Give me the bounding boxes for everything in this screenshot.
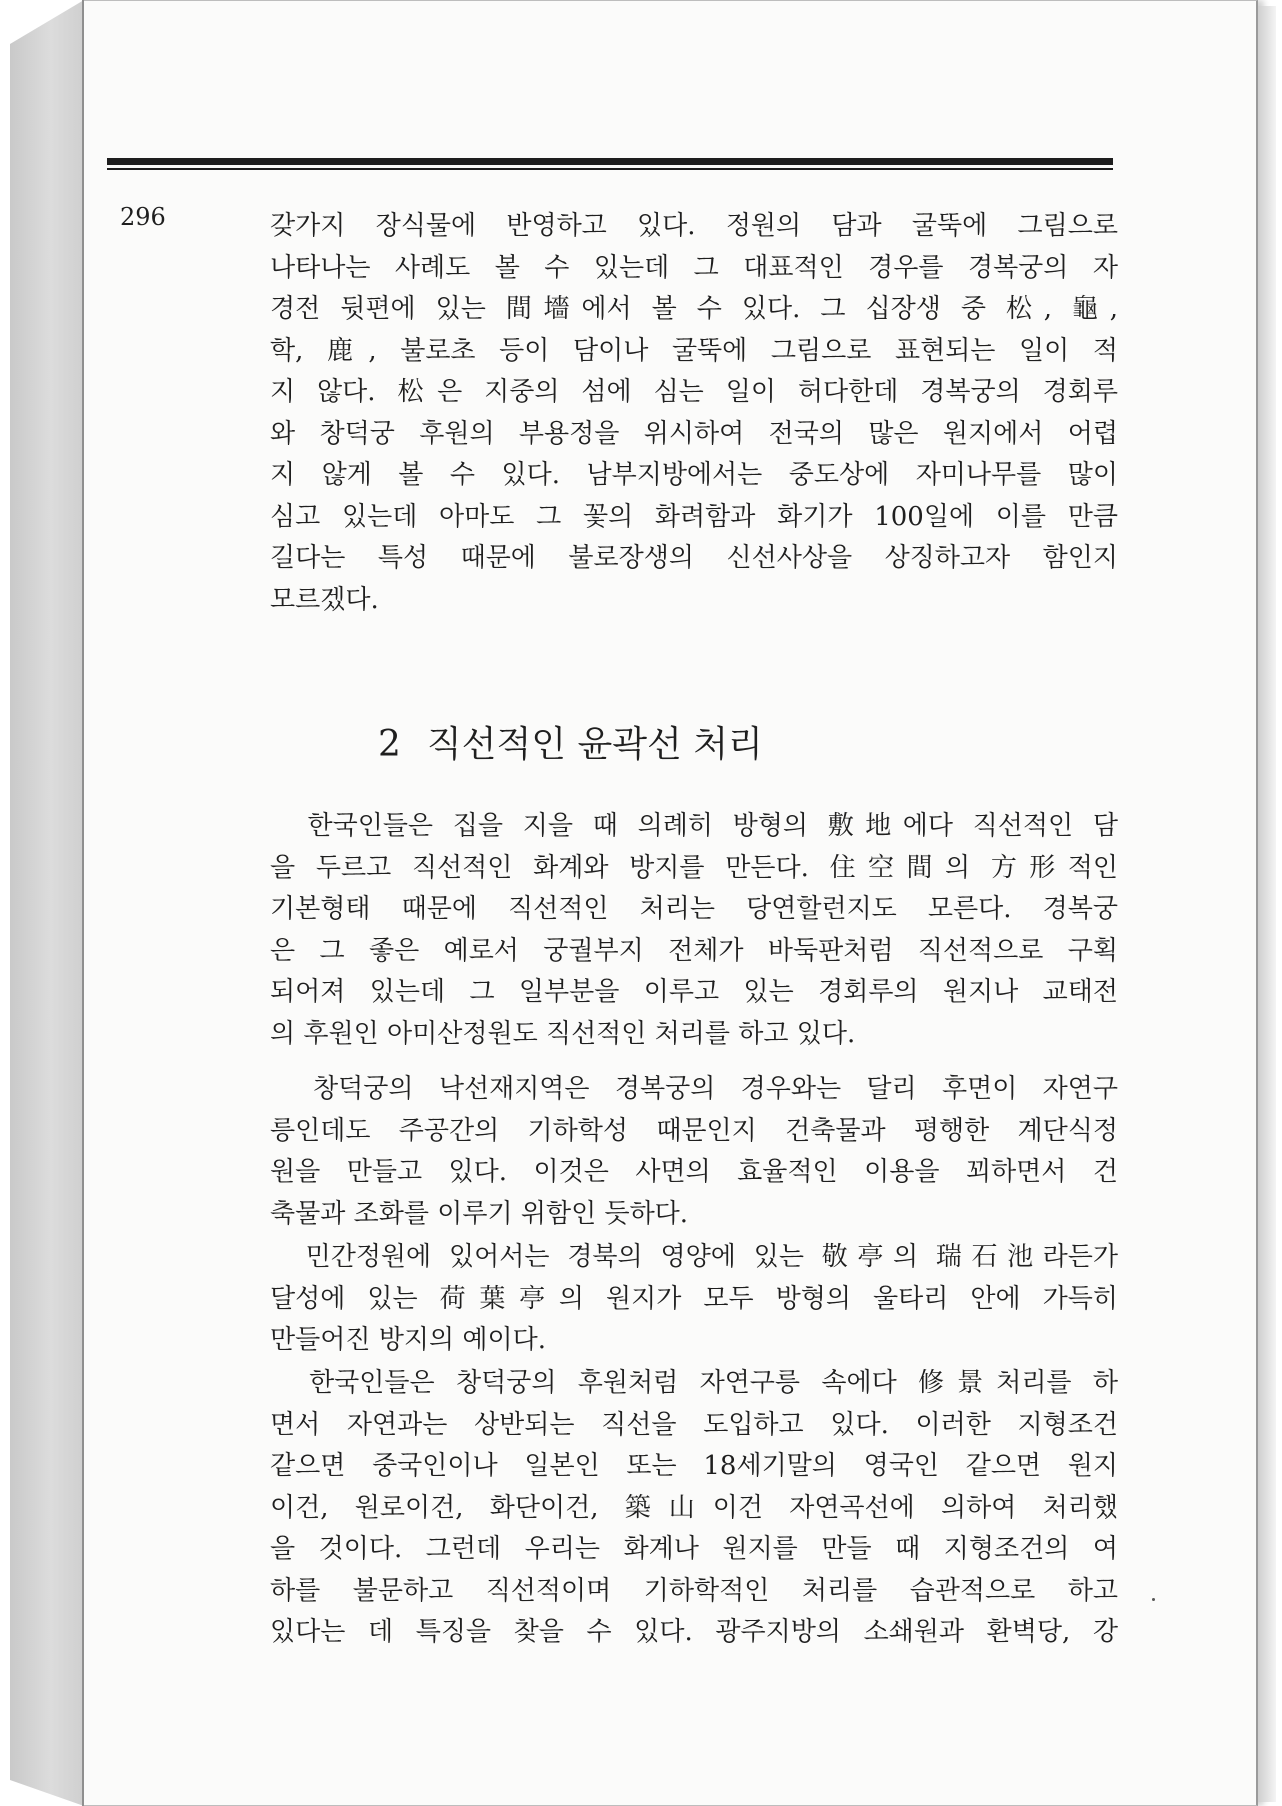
text-line: 지 않다. 松은 지중의 섬에 심는 일이 허다한데 경복궁의 경회루 [270,377,1118,407]
header-rule-thick [107,158,1113,165]
text-line: 길다는 특성 때문에 불로장생의 신선사상을 상징하고자 함인지 [270,543,1118,573]
body-paragraph-3 [270,1237,1118,1362]
header-rule-thin [107,168,1113,170]
text-line: 창덕궁의 낙선재지역은 경복궁의 경우와는 달리 후면이 자연구 [270,1074,1118,1104]
text-line: 한국인들은 집을 지을 때 의례히 방형의 敷地에다 직선적인 담 [270,811,1118,841]
text-line: 면서 자연과는 상반되는 직선을 도입하고 있다. 이러한 지형조건 [270,1409,1118,1440]
text-line: 와 창덕궁 후원의 부용정을 위시하여 전국의 많은 원지에서 어렵 [270,418,1118,449]
body-paragraph-2 [270,1069,1118,1235]
scan-speck [1152,1598,1155,1601]
text-line: 릉인데도 주공간의 기하학성 때문인지 건축물과 평행한 계단식정 [270,1115,1118,1146]
text-line: 나타나는 사례도 볼 수 있는데 그 대표적인 경우를 경복궁의 자 [270,252,1118,283]
text-line: 한국인들은 창덕궁의 후원처럼 자연구릉 속에다 修景처리를 하 [270,1368,1118,1398]
text-line: 모르겠다. [270,584,379,615]
text-line: 하를 불문하고 직선적이며 기하학적인 처리를 습관적으로 하고 [270,1575,1118,1606]
text-line: 같으면 중국인이나 일본인 또는 18세기말의 영국인 같으면 원지 [270,1451,1118,1481]
text-line: 을 두르고 직선적인 화계와 방지를 만든다. 住空間의 方形적인 [270,852,1118,883]
page-edge-shadow [1258,6,1276,1802]
text-line: 원을 만들고 있다. 이것은 사면의 효율적인 이용을 꾀하면서 건 [270,1157,1118,1187]
text-line: 기본형태 때문에 직선적인 처리는 당연할런지도 모른다. 경복궁 [270,894,1118,924]
intro-paragraph [270,206,1118,621]
page-number: 296 [120,203,166,231]
text-line: 을 것이다. 그런데 우리는 화계나 원지를 만들 때 지형조건의 여 [270,1534,1118,1564]
text-line: 은 그 좋은 예로서 궁궐부지 전체가 바둑판처럼 직선적으로 구획 [270,935,1118,966]
section-title: 직선적인 윤곽선 처리 [426,724,763,765]
text-line: 축물과 조화를 이루기 위함인 듯하다. [270,1198,689,1229]
section-number: 2 [378,724,401,765]
text-line: 되어져 있는데 그 일부분을 이루고 있는 경회루의 원지나 교태전 [270,977,1118,1007]
text-line: 의 후원인 아미산정원도 직선적인 처리를 하고 있다. [270,1018,856,1049]
text-line: 지 않게 볼 수 있다. 남부지방에서는 중도상에 자미나무를 많이 [270,460,1118,490]
text-line: 경전 뒷편에 있는 間墻에서 볼 수 있다. 그 십장생 중 松, 龜, [270,294,1118,324]
text-line: 있다는 데 특징을 찾을 수 있다. 광주지방의 소쇄원과 환벽당, 강 [270,1617,1118,1647]
section-heading [378,716,763,767]
text-line: 심고 있는데 아마도 그 꽃의 화려함과 화기가 100일에 이를 만큼 [270,501,1118,532]
body-paragraph-4 [270,1363,1118,1654]
text-line: 민간정원에 있어서는 경북의 영양에 있는 敬亭의 瑞石池라든가 [270,1242,1118,1272]
text-line: 이건, 원로이건, 화단이건, 築山이건 자연곡선에 의하여 처리했 [270,1492,1118,1523]
text-line: 달성에 있는 荷葉亭의 원지가 모두 방형의 울타리 안에 가득히 [270,1283,1118,1314]
text-line: 만들어진 방지의 예이다. [270,1325,546,1355]
body-paragraph-1 [270,806,1118,1055]
book-spine [10,0,84,1806]
text-line: 갖가지 장식물에 반영하고 있다. 정원의 담과 굴뚝에 그림으로 [270,211,1118,241]
text-line: 학, 鹿, 불로초 등이 담이나 굴뚝에 그림으로 표현되는 일이 적 [270,335,1118,366]
